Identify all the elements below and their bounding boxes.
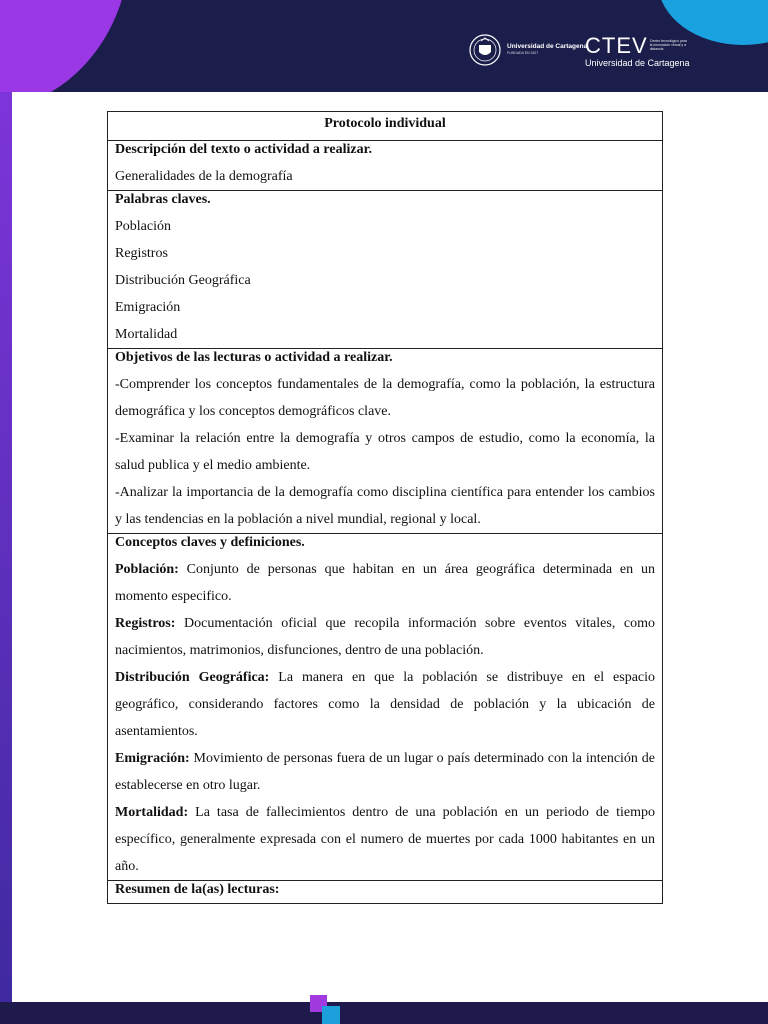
description-section	[108, 141, 663, 191]
concept-term: Población:	[115, 562, 179, 577]
blue-square-decoration	[322, 1006, 340, 1024]
keyword-item: Distribución Geográfica	[115, 273, 251, 288]
objective-item: -Comprender los conceptos fundamentales de la demografía, como la población, la estructura demográfica y los conceptos demográficos clave.	[115, 377, 655, 419]
concept-definition: Conjunto de personas que habitan en un área geográfica determinada en un momento especifico.	[115, 562, 655, 604]
concept-item	[115, 664, 655, 745]
objectives-section	[108, 349, 663, 534]
concept-item	[115, 556, 655, 610]
concept-definition: La manera en que la población se distribuye en el espacio geográfico, considerando factores como la densidad de población y la ubicación de asentamientos.	[115, 670, 656, 739]
university-seal-icon	[468, 33, 502, 67]
ctev-tagline: Centro tecnológico para la innovación virtual y a distancia	[649, 39, 687, 51]
header-band	[0, 0, 768, 92]
concept-term: Emigración:	[115, 751, 190, 766]
concept-item	[115, 745, 655, 799]
ctev-subtitle: Universidad de Cartagena	[585, 58, 690, 68]
keyword-item: Registros	[115, 246, 168, 261]
ctev-logo	[585, 33, 690, 68]
keywords-section	[108, 191, 663, 349]
protocol-table	[107, 111, 663, 904]
objectives-heading: Objetivos de las lecturas o actividad a realizar.	[115, 350, 393, 365]
purple-decoration	[0, 0, 130, 92]
concept-definition: Documentación oficial que recopila información sobre eventos vitales, como nacimientos, matrimonios, disfunciones, dentro de una población.	[115, 616, 656, 658]
concept-term: Distribución Geográfica:	[115, 670, 270, 685]
keyword-item: Mortalidad	[115, 327, 178, 342]
university-name: Universidad de Cartagena	[507, 43, 588, 51]
keyword-item: Población	[115, 219, 171, 234]
ctev-title: CTEV	[585, 33, 648, 58]
concept-definition: Movimiento de personas fuera de un lugar o país determinado con la intención de establecerse en otro lugar.	[115, 751, 655, 793]
footer-band	[0, 1002, 768, 1024]
university-logo	[468, 30, 587, 70]
objective-item: -Analizar la importancia de la demografía como disciplina científica para entender los cambios y las tendencias en la población a nivel mundial, regional y local.	[115, 485, 655, 527]
left-decoration	[0, 92, 12, 1002]
concepts-heading: Conceptos claves y definiciones.	[115, 535, 305, 550]
summary-heading: Resumen de la(as) lecturas:	[115, 882, 280, 897]
keyword-item: Emigración	[115, 300, 181, 315]
protocol-title: Protocolo individual	[108, 112, 663, 141]
concept-definition: La tasa de fallecimientos dentro de una población en un periodo de tiempo específico, generalmente expresada con el numero de muertes por cada 1000 habitantes en un año.	[115, 805, 655, 874]
summary-section	[108, 881, 663, 904]
concept-item	[115, 799, 655, 880]
description-heading: Descripción del texto o actividad a realizar.	[115, 142, 373, 157]
concept-term: Mortalidad:	[115, 805, 189, 820]
concept-term: Registros:	[115, 616, 176, 631]
concepts-section	[108, 534, 663, 881]
concept-item	[115, 610, 655, 664]
description-text: Generalidades de la demografía	[115, 169, 293, 184]
objective-item: -Examinar la relación entre la demografía y otros campos de estudio, como la economía, la salud publica y el medio ambiente.	[115, 431, 655, 473]
university-founded: FUNDADA EN 1827	[507, 51, 539, 56]
keywords-heading: Palabras claves.	[115, 192, 211, 207]
